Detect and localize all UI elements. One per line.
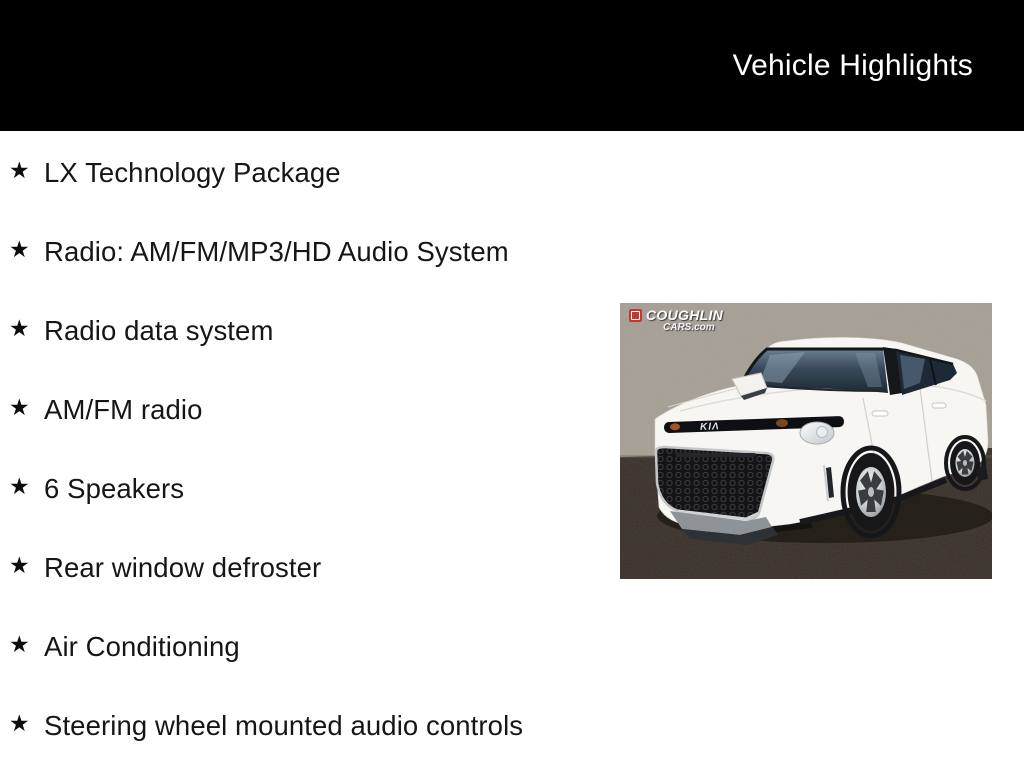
vehicle-photo-illustration <box>620 303 992 579</box>
feature-text: AM/FM radio <box>44 393 203 425</box>
front-grille <box>656 447 773 519</box>
list-item <box>0 212 610 291</box>
header-bar <box>0 0 1024 131</box>
star-bullet-icon: ★ <box>9 632 30 658</box>
star-bullet-icon: ★ <box>9 711 30 737</box>
feature-text: Air Conditioning <box>44 630 240 662</box>
star-bullet-icon: ★ <box>9 316 30 342</box>
kia-badge: KIΛ <box>699 421 720 433</box>
feature-text: Steering wheel mounted audio controls <box>44 709 524 741</box>
list-item <box>0 686 610 765</box>
highlights-list <box>0 133 610 765</box>
coughlin-badge-icon <box>629 309 642 322</box>
watermark-brand: COUGHLIN <box>646 307 724 323</box>
star-bullet-icon: ★ <box>9 158 30 184</box>
door-handle <box>932 403 946 408</box>
page-title: Vehicle Highlights <box>732 48 973 82</box>
feature-text: LX Technology Package <box>44 156 341 188</box>
feature-text: Radio: AM/FM/MP3/HD Audio System <box>44 235 509 267</box>
star-bullet-icon: ★ <box>9 553 30 579</box>
feature-text: Radio data system <box>44 314 274 346</box>
dealer-watermark <box>629 308 723 333</box>
watermark-suffix: CARS.com <box>663 322 715 333</box>
front-wheel <box>848 453 895 531</box>
feature-text: 6 Speakers <box>44 472 185 504</box>
list-item <box>0 133 610 212</box>
rear-wheel <box>950 441 980 485</box>
list-item <box>0 528 610 607</box>
bumper-slot <box>676 453 756 457</box>
list-item <box>0 291 610 370</box>
vehicle-photo <box>620 303 992 579</box>
headlight-projector <box>817 427 828 438</box>
list-item <box>0 607 610 686</box>
list-item <box>0 370 610 449</box>
door-handle <box>872 411 888 416</box>
star-bullet-icon: ★ <box>9 474 30 500</box>
star-bullet-icon: ★ <box>9 395 30 421</box>
front-hub-cap <box>868 487 874 497</box>
rear-hub-cap <box>963 460 967 466</box>
list-item <box>0 449 610 528</box>
feature-text: Rear window defroster <box>44 551 322 583</box>
star-bullet-icon: ★ <box>9 237 30 263</box>
